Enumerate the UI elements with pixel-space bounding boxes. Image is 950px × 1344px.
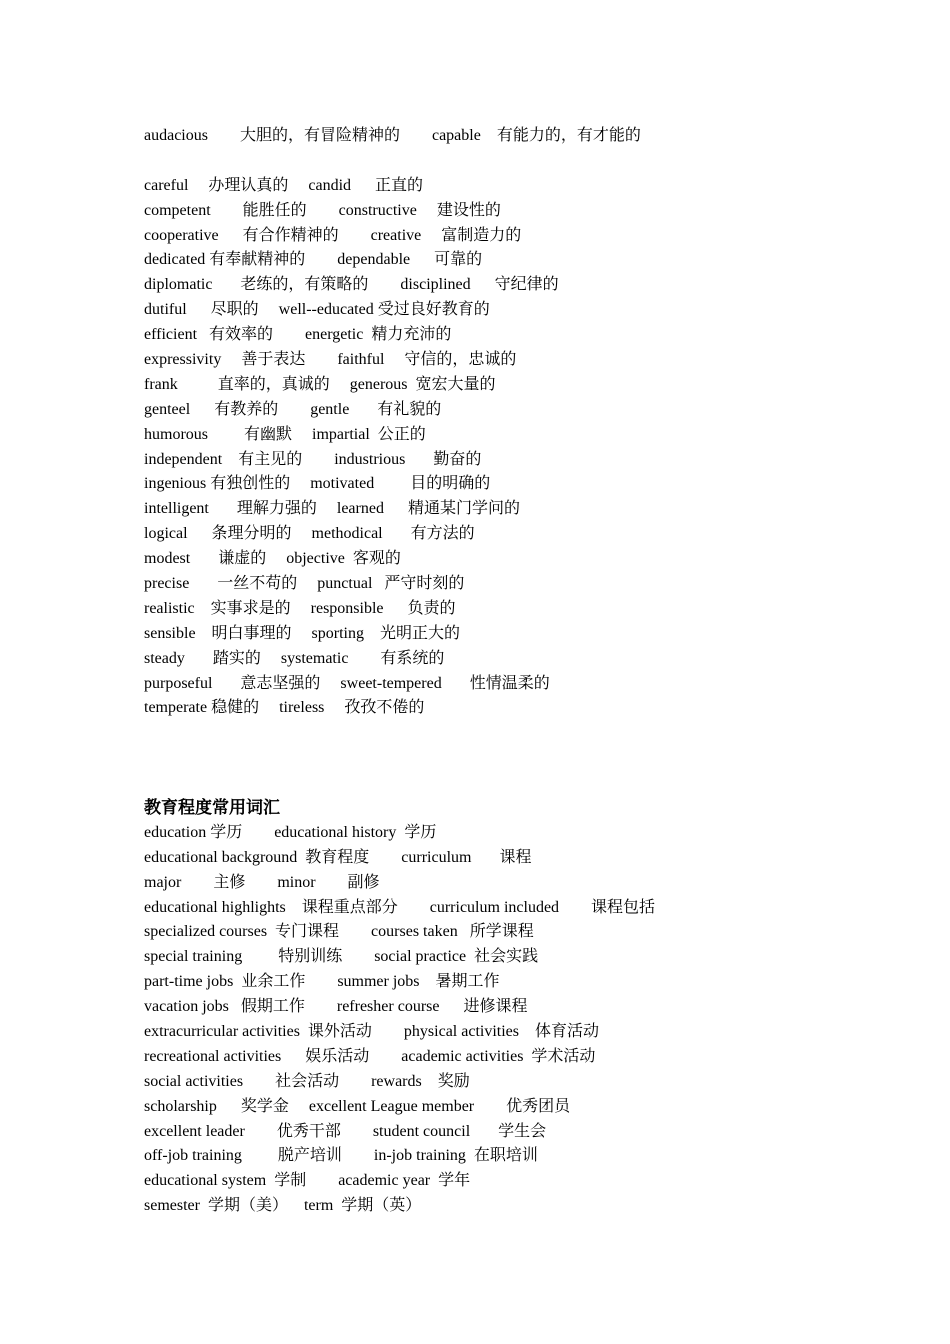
vocab-line: education 学历 educational history 学历	[144, 823, 437, 841]
vocab-line: steady 踏实的 systematic 有系统的	[144, 649, 445, 667]
vocab-line: modest 谦虚的 objective 客观的	[144, 550, 401, 568]
vocab-line: temperate 稳健的 tireless 孜孜不倦的	[144, 699, 425, 717]
vocab-line: scholarship 奖学金 excellent League member 优秀团员	[144, 1097, 571, 1115]
vocab-line: audacious 大胆的，有冒险精神的 capable 有能力的，有才能的	[144, 127, 641, 144]
vocab-line: humorous 有幽默 impartial 公正的	[144, 425, 426, 443]
vocab-line: efficient 有效率的 energetic 精力充沛的	[144, 326, 452, 344]
blank-line	[144, 149, 844, 174]
vocab-line: major 主修 minor 副修	[144, 873, 380, 891]
vocab-line: intelligent 理解力强的 learned 精通某门学问的	[144, 500, 520, 518]
vocab-line: realistic 实事求是的 responsible 负责的	[144, 599, 456, 617]
vocab-line: special training 特别训练 social practice 社会实践	[144, 948, 539, 966]
vocab-line: competent 能胜任的 constructive 建设性的	[144, 201, 501, 219]
education-vocabulary	[144, 796, 864, 1219]
section-heading: 教育程度常用词汇	[144, 798, 280, 818]
vocab-line: excellent leader 优秀干部 student council 学生会	[144, 1122, 547, 1140]
vocab-line: part-time jobs 业余工作 summer jobs 暑期工作	[144, 973, 500, 991]
adjective-list	[144, 124, 844, 721]
vocab-line: educational background 教育程度 curriculum 课程	[144, 848, 532, 866]
vocab-line: genteel 有教养的 gentle 有礼貌的	[144, 400, 442, 418]
vocab-line: expressivity 善于表达 faithful 守信的，忠诚的	[144, 351, 517, 369]
vocab-line: diplomatic 老练的，有策略的 disciplined 守纪律的	[144, 276, 559, 294]
vocab-line: social activities 社会活动 rewards 奖励	[144, 1072, 470, 1090]
vocab-line: extracurricular activities 课外活动 physical activities 体育活动	[144, 1023, 599, 1041]
vocab-line: careful 办理认真的 candid 正直的	[144, 176, 424, 194]
vocab-line: logical 条理分明的 methodical 有方法的	[144, 525, 475, 543]
vocab-line: specialized courses 专门课程 courses taken 所学课程	[144, 923, 534, 941]
vocab-line: recreational activities 娱乐活动 academic activities 学术活动	[144, 1047, 596, 1065]
vocab-line: independent 有主见的 industrious 勤奋的	[144, 450, 482, 468]
vocab-line: ingenious 有独创性的 motivated 目的明确的	[144, 475, 491, 493]
vocab-line: educational highlights 课程重点部分 curriculum included 课程包括	[144, 898, 656, 916]
vocab-line: semester 学期（美） term 学期（英）	[144, 1197, 422, 1215]
vocab-line: educational system 学制 academic year 学年	[144, 1172, 471, 1190]
vocab-line: vacation jobs 假期工作 refresher course 进修课程	[144, 998, 528, 1016]
vocab-line: precise 一丝不苟的 punctual 严守时刻的	[144, 575, 465, 593]
vocab-line: purposeful 意志坚强的 sweet-tempered 性情温柔的	[144, 674, 550, 692]
vocab-line: dedicated 有奉献精神的 dependable 可靠的	[144, 251, 483, 269]
vocab-line: off-job training 脱产培训 in-job training 在职培训	[144, 1147, 538, 1165]
vocab-line: frank 直率的，真诚的 generous 宽宏大量的	[144, 375, 496, 393]
vocab-line: sensible 明白事理的 sporting 光明正大的	[144, 624, 460, 642]
vocab-line: cooperative 有合作精神的 creative 富制造力的	[144, 226, 522, 244]
vocab-line: dutiful 尽职的 well--educated 受过良好教育的	[144, 301, 490, 319]
